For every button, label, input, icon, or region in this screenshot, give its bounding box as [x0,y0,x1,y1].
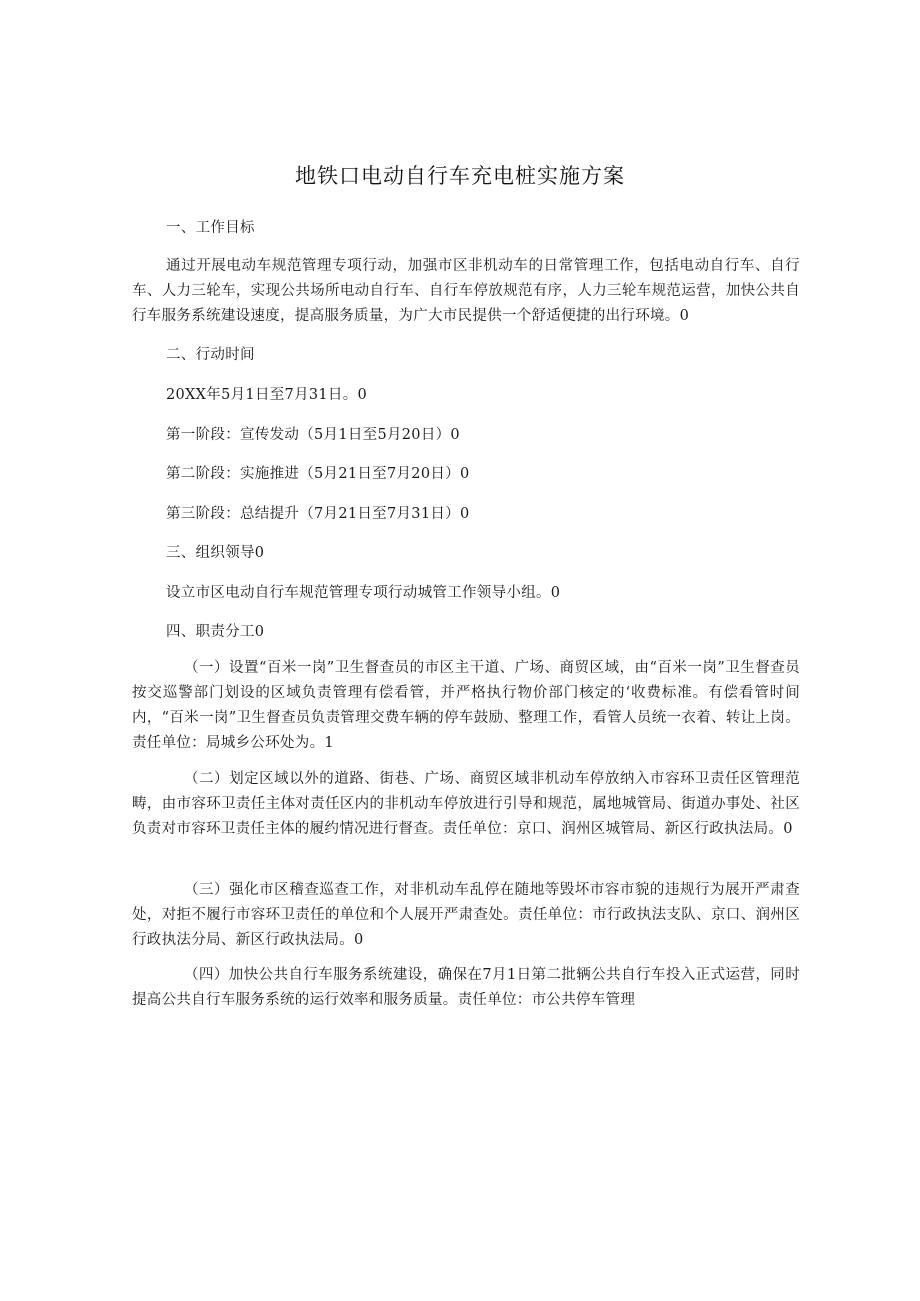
paragraph-goal: 通过开展电动车规范管理专项行动，加强市区非机动车的日常管理工作，包括电动自行车、自行车、人力三轮车，实现公共场所电动自行车、自行车停放规范有序，人力三轮车规范运营，加快公共自行车服务系统建设速度，提高服务质量，为广大市民提供一个舒适便捷的出行环境。0 [132,258,800,324]
paragraph-duty-1: （一）设置“百米一岗”卫生督查员的市区主干道、广场、商贸区域，由“百米一岗”卫生督查员按交巡警部门划设的区域负责管理有偿看管，并严格执行物价部门核定的‘收费标准。有偿看管时间内，“百米一岗”卫生督查员负责管理交费车辆的停车鼓励、整理工作，看管人员统一衣着、转让上岗。责任单位：局城乡公环处为。1 [132,660,800,751]
paragraph-duty-3: （三）强化市区稽查巡查工作，对非机动车乱停在随地等毁坏市容市貌的违规行为展开严肃查处，对拒不履行市容环卫责任的单位和个人展开严肃查处。责任单位：市行政执法支队、京口、润州区行政执法分局、新区行政执法局。0 [132,882,800,948]
paragraph-duty-4: （四）加快公共自行车服务系统建设，确保在7月1日第二批辆公共自行车投入正式运营，同时提高公共自行车服务系统的运行效率和服务质量。责任单位：市公共停车管理 [132,967,800,1008]
paragraph-time-overall: 20XX年5月1日至7月31日。0 [166,387,368,403]
document-title: 地铁口电动自行车充电桩实施方案 [295,164,625,188]
section-heading-org: 三、组织领导0 [166,545,265,561]
paragraph-org: 设立市区电动自行车规范管理专项行动城管工作领导小组。0 [166,585,561,601]
paragraph-duty-2: （二）划定区域以外的道路、街巷、广场、商贸区域非机动车停放纳入市容环卫责任区管理范畴，由市容环卫责任主体对责任区内的非机动车停放进行引导和规范，属地城管局、街道办事处、社区负责对市容环卫责任主体的履约情况进行督查。责任单位：京口、润州区城管局、新区行政执法局。0 [132,771,800,837]
section-heading-goal: 一、工作目标 [166,220,255,236]
paragraph-phase-2: 第二阶段：实施推进（5月21日至7月20日）0 [166,466,470,482]
section-heading-duty: 四、职责分工0 [166,624,265,640]
paragraph-phase-3: 第三阶段：总结提升（7月21日至7月31日）0 [166,506,470,522]
section-heading-time: 二、行动时间 [166,347,255,363]
paragraph-phase-1: 第一阶段：宣传发动（5月1日至5月20日）0 [166,427,460,443]
